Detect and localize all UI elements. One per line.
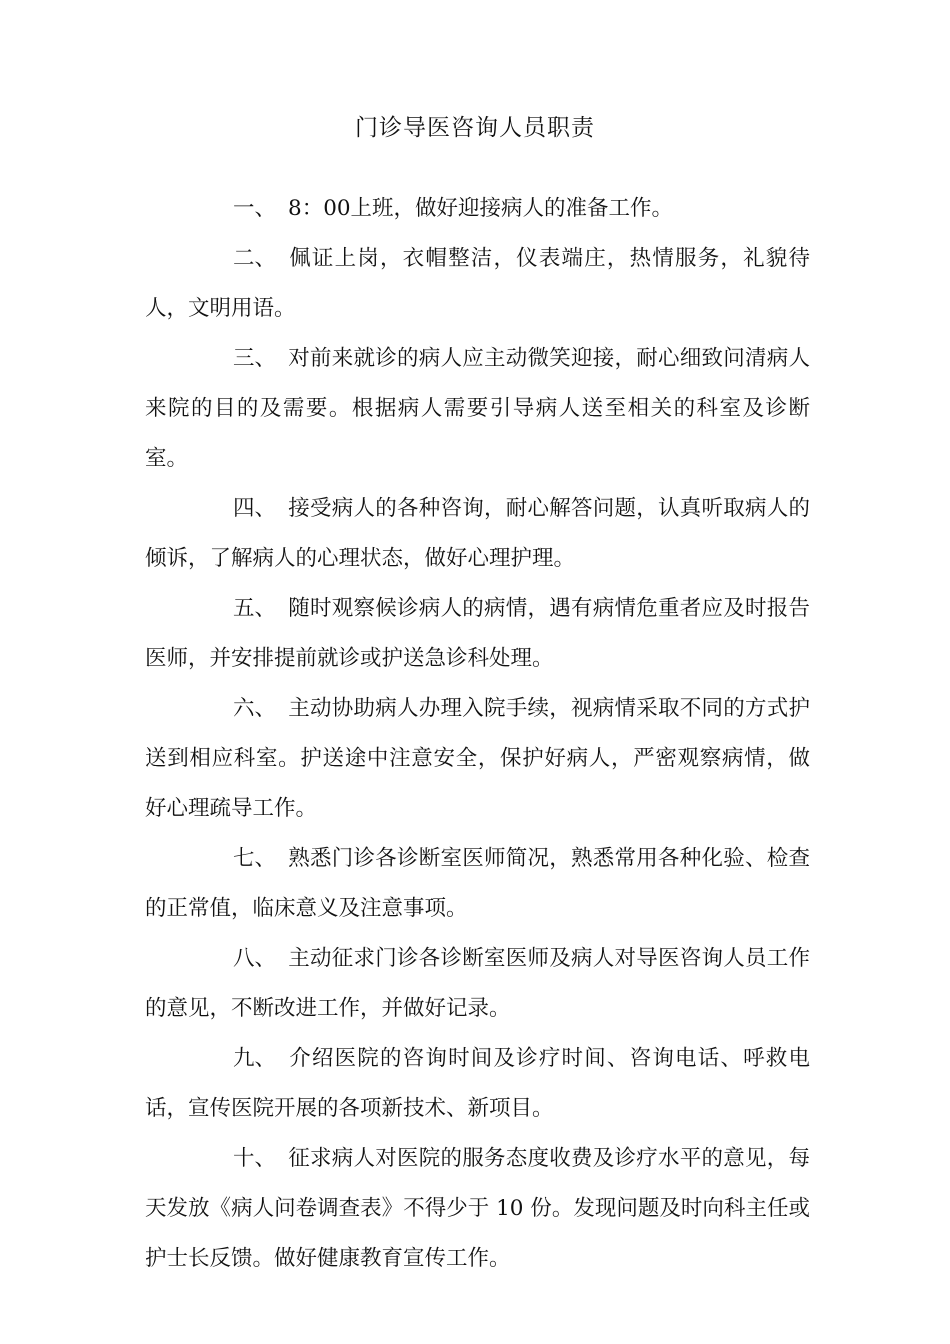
- duty-item-8: [145, 934, 810, 1034]
- duty-item-3: [145, 334, 810, 484]
- duty-number: 六、: [233, 696, 277, 721]
- duty-number: 二、: [233, 246, 277, 271]
- duty-text: 介绍医院的咨询时间及诊疗时间、咨询电话、呼救电话，宣传医院开展的各项新技术、新项目。: [145, 1046, 810, 1121]
- duty-item-2: [145, 234, 810, 334]
- duty-item-10: [145, 1134, 810, 1284]
- duty-number: 四、: [233, 496, 277, 521]
- duty-text: 熟悉门诊各诊断室医师简况，熟悉常用各种化验、检查的正常值，临床意义及注意事项。: [145, 846, 810, 921]
- duty-number: 七、: [233, 846, 277, 871]
- duty-text: 主动征求门诊各诊断室医师及病人对导医咨询人员工作的意见，不断改进工作，并做好记录。: [145, 946, 810, 1021]
- duty-list: [145, 184, 810, 1284]
- duty-text: 主动协助病人办理入院手续，视病情采取不同的方式护送到相应科室。护送途中注意安全，保护好病人，严密观察病情，做好心理疏导工作。: [145, 696, 810, 821]
- duty-text: 佩证上岗，衣帽整洁，仪表端庄，热情服务，礼貌待人，文明用语。: [145, 246, 810, 321]
- duty-number: 一、: [233, 196, 277, 221]
- duty-number: 十、: [233, 1146, 277, 1171]
- duty-number: 三、: [233, 346, 277, 371]
- duty-text: 对前来就诊的病人应主动微笑迎接，耐心细致问清病人来院的目的及需要。根据病人需要引导病人送至相关的科室及诊断室。: [145, 346, 810, 471]
- duty-text: 接受病人的各种咨询，耐心解答问题，认真听取病人的倾诉，了解病人的心理状态，做好心理护理。: [145, 496, 810, 571]
- duty-item-9: [145, 1034, 810, 1134]
- duty-item-5: [145, 584, 810, 684]
- duty-number: 八、: [233, 946, 277, 971]
- duty-item-4: [145, 484, 810, 584]
- duty-text: 随时观察候诊病人的病情，遇有病情危重者应及时报告医师，并安排提前就诊或护送急诊科处理。: [145, 596, 810, 671]
- duty-item-1: [145, 184, 810, 234]
- duty-number: 九、: [233, 1046, 277, 1071]
- duty-text: 8：00上班，做好迎接病人的准备工作。: [288, 196, 674, 221]
- duty-item-6: [145, 684, 810, 834]
- duty-item-7: [145, 834, 810, 934]
- page-title: 门诊导医咨询人员职责: [355, 115, 595, 141]
- duty-number: 五、: [233, 596, 277, 621]
- duty-text: 征求病人对医院的服务态度收费及诊疗水平的意见，每天发放《病人问卷调查表》不得少于 10 份。发现问题及时向科主任或护士长反馈。做好健康教育宣传工作。: [145, 1146, 810, 1271]
